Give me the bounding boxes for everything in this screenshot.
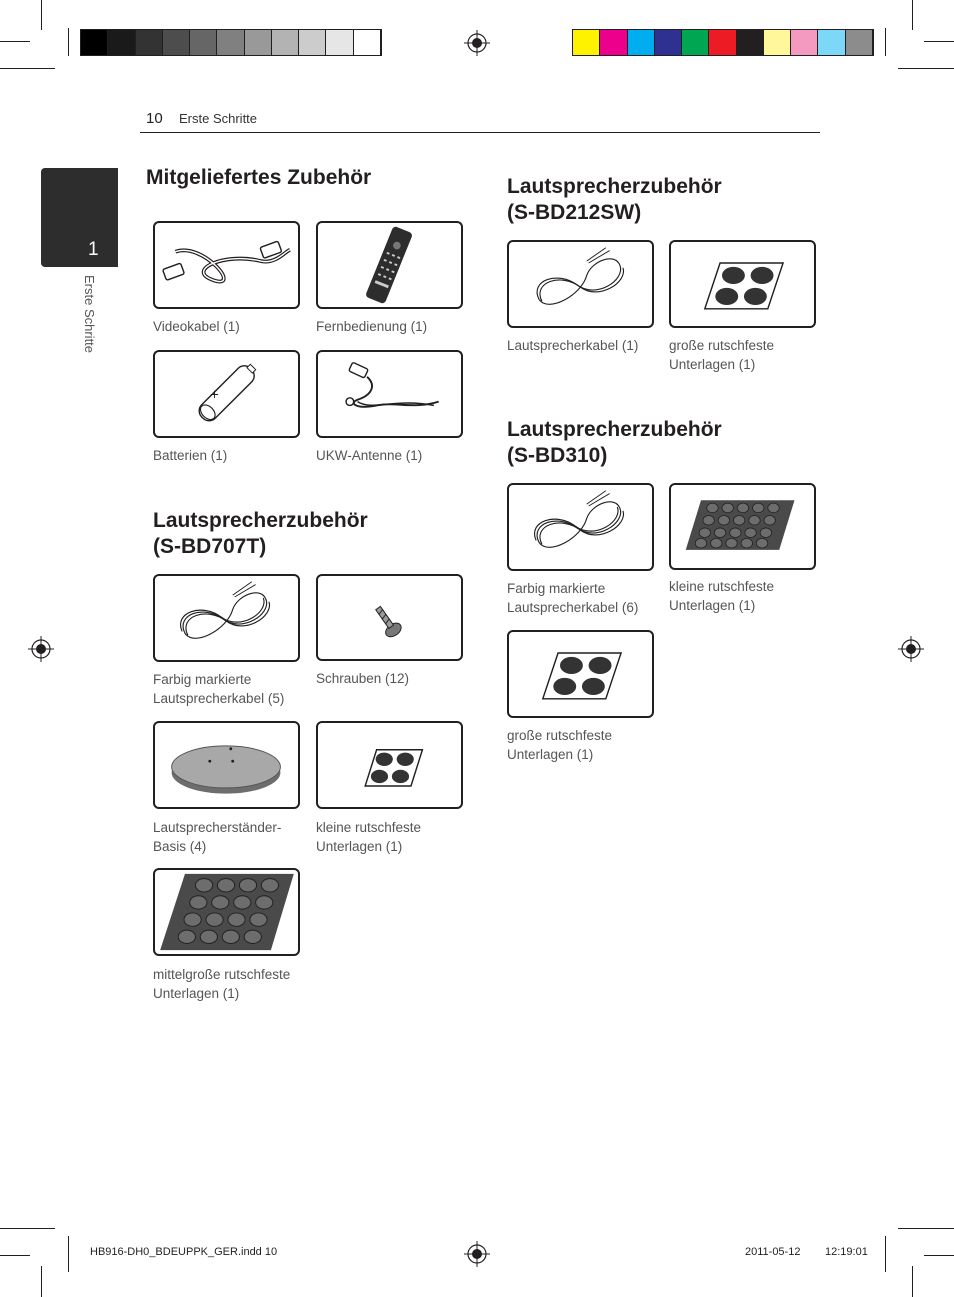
crop-mark (885, 1236, 886, 1272)
color-swatch (326, 30, 353, 55)
caption-large-pads-bd212sw (669, 336, 829, 374)
caption-line: große rutschfeste (507, 728, 613, 743)
caption-line: große rutschfeste (669, 338, 775, 353)
item-small-pads-bd310 (669, 483, 816, 570)
registration-target-icon (898, 636, 924, 662)
crop-mark (0, 41, 30, 42)
footer-file-name: HB916-DH0_BDEUPPK_GER.indd 10 (90, 1246, 278, 1258)
color-swatch (136, 30, 163, 55)
color-swatch (791, 30, 818, 55)
color-swatch (108, 30, 135, 55)
crop-mark (41, 1266, 42, 1297)
color-swatch (709, 30, 736, 55)
svg-text:+: + (209, 386, 220, 401)
item-battery (153, 350, 300, 438)
crop-mark (0, 68, 55, 69)
header-divider (140, 132, 820, 133)
item-medium-pads (153, 868, 300, 956)
remote-control-icon (318, 223, 461, 307)
crop-mark (41, 0, 42, 30)
chapter-tab (41, 168, 118, 267)
caption-screws: Schrauben (12) (316, 671, 410, 686)
section-title-bd212sw-line2: (S-BD212SW) (507, 201, 642, 224)
item-speaker-cable-bd310 (507, 483, 654, 571)
color-swatch (163, 30, 190, 55)
caption-line: Unterlagen (1) (669, 357, 756, 372)
caption-fm-antenna: UKW-Antenne (1) (316, 448, 423, 463)
caption-line: Unterlagen (1) (153, 986, 240, 1001)
caption-line: Unterlagen (1) (507, 747, 594, 762)
speaker-cable-icon (155, 576, 298, 660)
caption-line: kleine rutschfeste (669, 579, 775, 594)
item-small-pads-bd707t (316, 721, 463, 809)
crop-mark (0, 1228, 55, 1229)
caption-small-pads-bd707t (316, 818, 476, 856)
item-stand-base (153, 721, 300, 809)
caption-line: Unterlagen (1) (316, 839, 403, 854)
section-title-bd310-line1: Lautsprecherzubehör (507, 418, 722, 441)
chapter-number: 1 (88, 239, 99, 260)
caption-line: Farbig markierte (507, 581, 606, 596)
color-swatch (737, 30, 764, 55)
section-title-bd707t-line2: (S-BD707T) (153, 535, 267, 558)
item-remote-control (316, 221, 463, 309)
color-swatch (354, 30, 381, 55)
caption-line: Unterlagen (1) (669, 598, 756, 613)
caption-line: Basis (4) (153, 839, 207, 854)
caption-line: kleine rutschfeste (316, 820, 422, 835)
caption-line: Lautsprecherkabel (5) (153, 691, 285, 706)
large-pads-icon (509, 632, 652, 716)
caption-medium-pads (153, 965, 313, 1003)
fm-antenna-icon (318, 352, 461, 436)
caption-stand-base (153, 818, 313, 856)
large-pads-icon (671, 242, 814, 326)
registration-target-icon (464, 30, 490, 56)
caption-remote-control: Fernbedienung (1) (316, 319, 428, 334)
crop-mark (0, 1255, 30, 1256)
medium-pads-icon (155, 870, 298, 954)
color-swatch (190, 30, 217, 55)
caption-line: Lautsprecherkabel (6) (507, 600, 639, 615)
footer-date: 2011-05-12 (745, 1246, 801, 1258)
small-pads-icon (318, 723, 461, 807)
stand-base-icon (155, 723, 298, 807)
chapter-side-label: Erste Schritte (82, 275, 97, 354)
item-large-pads-bd310 (507, 630, 654, 718)
registration-target-icon (28, 636, 54, 662)
color-swatch (628, 30, 655, 55)
color-swatch (573, 30, 600, 55)
caption-speaker-cable-bd310 (507, 579, 667, 617)
crop-mark (912, 1266, 913, 1297)
item-large-pads-bd212sw (669, 240, 816, 328)
section-title-bd707t-line1: Lautsprecherzubehör (153, 509, 368, 532)
screw-icon (318, 576, 461, 659)
crop-mark (912, 0, 913, 30)
color-swatch (846, 30, 873, 55)
color-swatch (600, 30, 627, 55)
speaker-cable-icon (509, 485, 652, 569)
color-swatch (818, 30, 845, 55)
caption-speaker-cable-bd707t (153, 670, 313, 708)
item-fm-antenna (316, 350, 463, 438)
speaker-cable-icon (509, 242, 652, 326)
color-calibration-bar (572, 29, 874, 56)
item-speaker-cable-bd707t (153, 574, 300, 662)
caption-small-pads-bd310 (669, 577, 829, 615)
running-title: Erste Schritte (179, 111, 258, 126)
crop-mark (898, 1228, 954, 1229)
registration-target-icon (464, 1241, 490, 1267)
color-swatch (81, 30, 108, 55)
color-swatch (217, 30, 244, 55)
crop-mark (898, 68, 954, 69)
caption-battery: Batterien (1) (153, 448, 228, 463)
caption-line: mittelgroße rutschfeste (153, 967, 291, 982)
caption-large-pads-bd310 (507, 726, 667, 764)
footer-time: 12:19:01 (825, 1246, 868, 1258)
crop-mark (68, 1236, 69, 1272)
color-swatch (682, 30, 709, 55)
gray-scale-bar (80, 29, 382, 56)
item-screws (316, 574, 463, 661)
video-cable-icon (155, 223, 298, 307)
section-title-bd212sw-line1: Lautsprecherzubehör (507, 175, 722, 198)
small-pads-sheet-icon (671, 485, 814, 568)
section-title-bd310 (507, 417, 722, 469)
color-swatch (764, 30, 791, 55)
crop-mark (885, 28, 886, 56)
item-video-cable (153, 221, 300, 309)
crop-mark (68, 28, 69, 56)
caption-speaker-cable-bd212sw: Lautsprecherkabel (1) (507, 338, 639, 353)
color-swatch (655, 30, 682, 55)
color-swatch (245, 30, 272, 55)
item-speaker-cable-bd212sw (507, 240, 654, 328)
section-title-bd310-line2: (S-BD310) (507, 444, 608, 467)
color-swatch (299, 30, 326, 55)
crop-mark (924, 1255, 954, 1256)
section-title-bd212sw (507, 174, 722, 226)
caption-line: Lautsprecherständer- (153, 820, 282, 835)
page-number: 10 (146, 110, 163, 127)
crop-mark (924, 41, 954, 42)
section-title-supplied: Mitgeliefertes Zubehör (146, 166, 372, 189)
section-title-bd707t (153, 508, 368, 560)
color-swatch (272, 30, 299, 55)
caption-video-cable: Videokabel (1) (153, 319, 240, 334)
battery-icon (155, 352, 298, 436)
caption-line: Farbig markierte (153, 672, 252, 687)
